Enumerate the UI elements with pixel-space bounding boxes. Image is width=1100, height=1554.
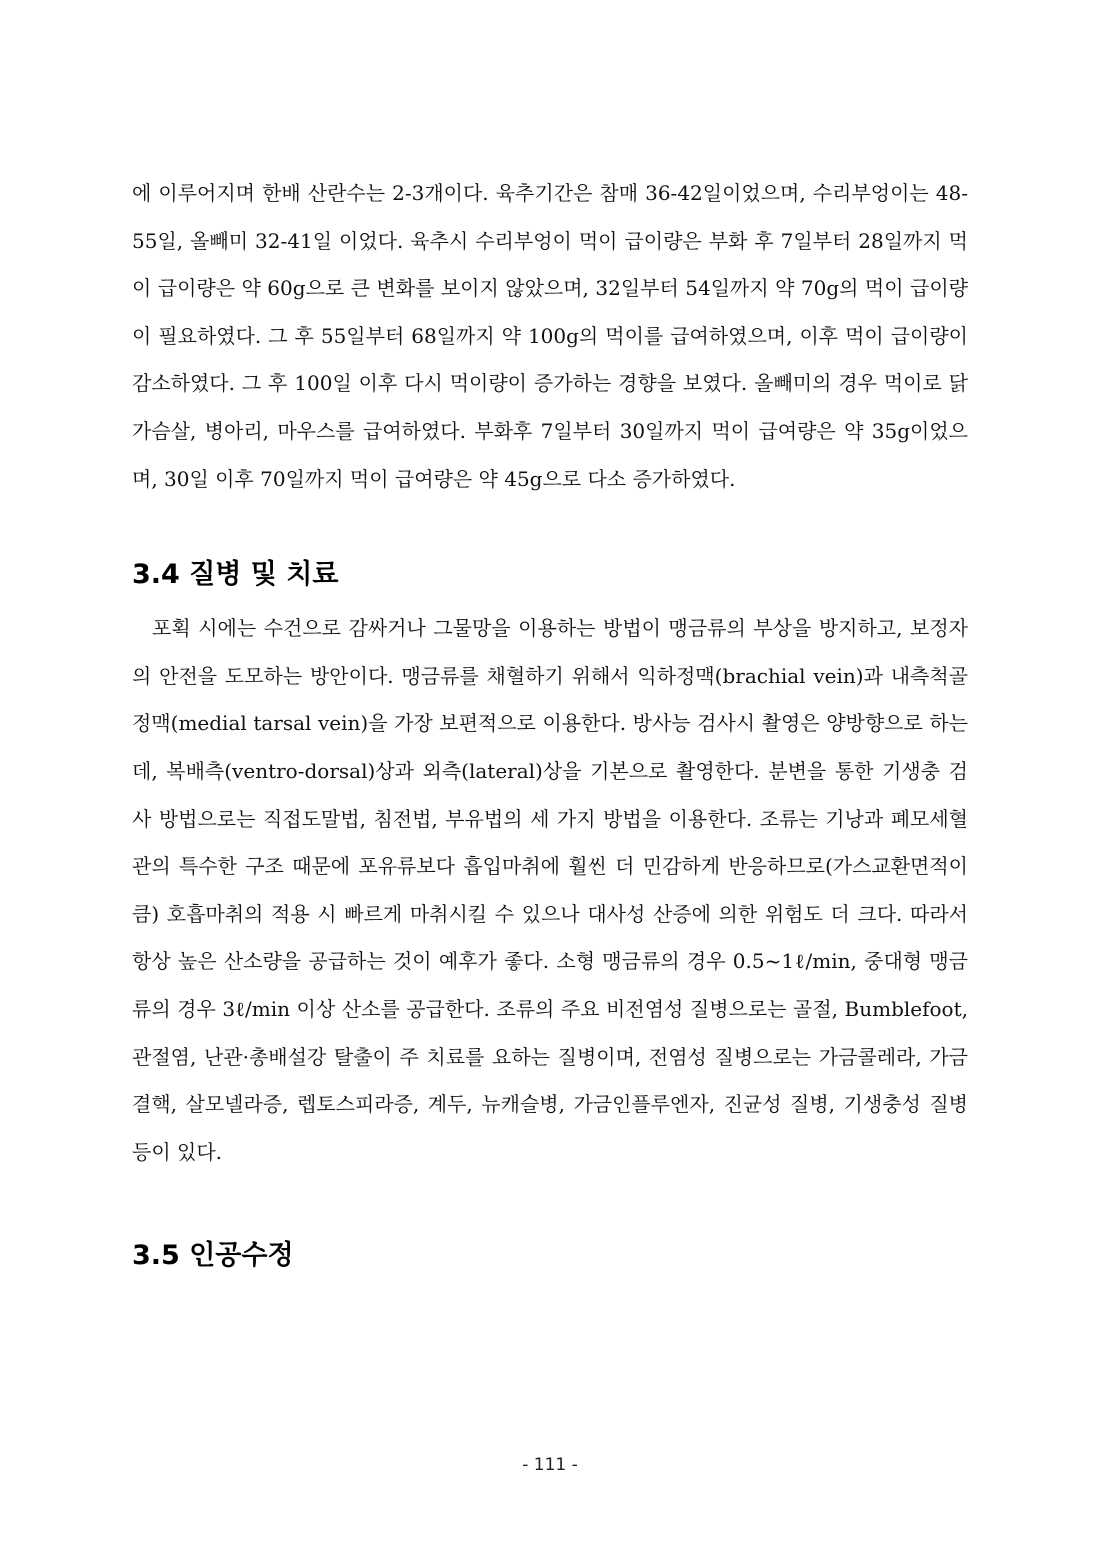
page-number: - 111 - [522,1455,578,1475]
section-3-5-title: 3.5 인공수정 [132,1240,294,1272]
document-body [132,170,968,1274]
section-3-4-paragraph: 포획 시에는 수건으로 감싸거나 그물망을 이용하는 방법이 맹금류의 부상을 방지하고, 보정자의 안전을 도모하는 방안이다. 맹금류를 채혈하기 위해서 익하정맥(brachial vein)과 내측척골정맥(medial tarsal vein)을 가장 보편적으로 이용한다. 방사능 검사시 촬영은 양방향으로 하는데, 복배측(ventro-dorsal)상과 외측(lateral)상을 기본으로 촬영한다. 분변을 통한 기생충 검사 방법으로는 직접도말법, 침전법, 부유법의 세 가지 방법을 이용한다. 조류는 기낭과 폐모세혈관의 특수한 구조 때문에 포유류보다 흡입마취에 훨씬 더 민감하게 반응하므로(가스교환면적이 큼) 호흡마취의 적용 시 빠르게 마취시킬 수 있으나 대사성 산증에 의한 위험도 더 크다. 따라서 항상 높은 산소량을 공급하는 것이 예후가 좋다. 소형 맹금류의 경우 0.5~1ℓ/min, 중대형 맹금류의 경우 3ℓ/min 이상 산소를 공급한다. 조류의 주요 비전염성 질병으로는 골절, Bumblefoot, 관절염, 난관·총배설강 탈출이 주 치료를 요하는 질병이며, 전염성 질병으로는 가금콜레라, 가금결핵, 살모넬라증, 렙토스피라증, 계두, 뉴캐슬병, 가금인플루엔자, 진균성 질병, 기생충성 질병 등이 있다. [132,616,968,1164]
intro-paragraph: 에 이루어지며 한배 산란수는 2-3개이다. 육추기간은 참매 36-42일이었으며, 수리부엉이는 48-55일, 올빼미 32-41일 이었다. 육추시 수리부엉이 먹이 급이량은 부화 후 7일부터 28일까지 먹이 급이량은 약 60g으로 큰 변화를 보이지 않았으며, 32일부터 54일까지 약 70g의 먹이 급이량이 필요하였다. 그 후 55일부터 68일까지 약 100g의 먹이를 급여하였으며, 이후 먹이 급이량이 감소하였다. 그 후 100일 이후 다시 먹이량이 증가하는 경향을 보였다. 올빼미의 경우 먹이로 닭가슴살, 병아리, 마우스를 급여하였다. 부화후 7일부터 30일까지 먹이 급여량은 약 35g이었으며, 30일 이후 70일까지 먹이 급여량은 약 45g으로 다소 증가하였다. [132,181,968,491]
section-3-4-title: 3.4 질병 및 치료 [132,559,339,591]
